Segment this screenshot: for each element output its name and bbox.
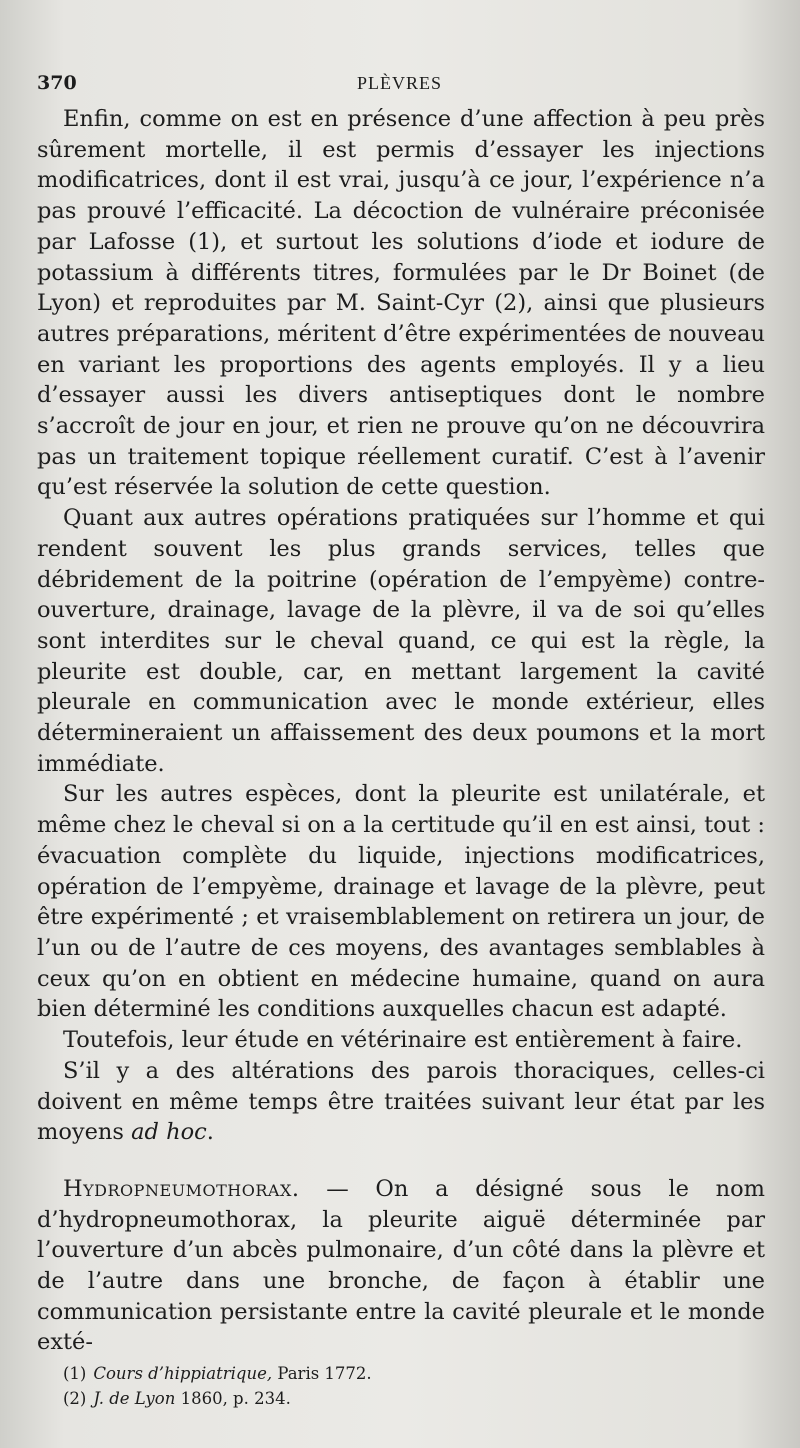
footnote-text: Paris 1772. — [277, 1364, 372, 1383]
footnotes — [63, 1361, 763, 1411]
italic-latin-phrase: ad hoc — [131, 1119, 207, 1146]
footnote-title: J. de Lyon — [93, 1389, 176, 1408]
footnote-text: 1860, p. 234. — [180, 1389, 291, 1408]
footnote-title: Cours d’hippiatrique, — [93, 1364, 273, 1383]
section-term: Hydropneumothorax. — [63, 1175, 300, 1202]
page-header — [37, 70, 762, 96]
paragraph: Toutefois, leur étude en vétérinaire est entièrement à faire. — [63, 1027, 743, 1054]
section-paragraph — [37, 1174, 765, 1358]
paragraph: Sur les autres espèces, dont la pleurite est unilatérale, et même chez le cheval si on a la certitude qu’il en est ainsi, tout : évacuation complète du liquide, injections modificatrices, opération de l’empyème, drainage et lavage de la plèvre, peut être expérimenté ; et vraisemblablement on retirera un jour, de l’un ou de l’autre de ces moyens, des avantages semblables à ceux qu’on en obtient en médecine humaine, quand on aura bien déterminé les conditions auxquelles chacun est adapté. — [37, 781, 765, 1023]
main-text — [37, 104, 765, 1358]
footnote-marker: (2) — [63, 1389, 87, 1408]
paragraph: Quant aux autres opérations pratiquées sur l’homme et qui rendent souvent les plus grands services, telles que débridement de la poitrine (opération de l’empyème) contre-ouverture, drainage, lavage de la plèvre, il va de soi qu’elles sont interdites sur le cheval quand, ce qui est la règle, la pleurite est double, car, en mettant largement la cavité pleurale en communication avec le monde extérieur, elles détermineraient un affaissement des deux poumons et la mort immédiate. — [37, 505, 765, 777]
running-head: PLÈVRES — [356, 72, 442, 93]
paragraph — [37, 1056, 765, 1148]
section-text: — On a désigné sous le nom d’hydropneumothorax, la pleurite aiguë déterminée par l’ouverture d’un abcès pulmonaire, d’un côté dans la plèvre et de l’autre dans une bronche, de façon à établir une communication persistante entre la cavité pleurale et le monde exté- — [37, 1175, 766, 1356]
paragraph: Enfin, comme on est en présence d’une affection à peu près sûrement mortelle, il est permis d’essayer les injections modificatrices, dont il est vrai, jusqu’à ce jour, l’expérience n’a pas prouvé l’efficacité. La décoction de vulnéraire préconisée par Lafosse (1), et surtout les solutions d’iode et iodure de potassium à différents titres, formulées par le Dr Boinet (de Lyon) et reproduites par M. Saint-Cyr (2), ainsi que plusieurs autres préparations, méritent d’être expérimentées de nouveau en variant les proportions des agents employés. Il y a lieu d’essayer aussi les divers antiseptiques dont le nombre s’accroît de jour en jour, et rien ne prouve qu’on ne découvrira pas un traitement topique réellement curatif. C’est à l’avenir qu’est réservée la solution de cette question. — [37, 106, 765, 501]
footnote — [63, 1361, 763, 1386]
paragraph-text: S’il y a des altérations des parois thoraciques, celles-ci doivent en même temps être traitées suivant leur état par les moyens — [37, 1057, 765, 1146]
page-number: 370 — [37, 72, 77, 94]
paragraph-end: . — [206, 1119, 214, 1146]
footnote — [63, 1386, 763, 1411]
footnote-marker: (1) — [63, 1364, 87, 1383]
